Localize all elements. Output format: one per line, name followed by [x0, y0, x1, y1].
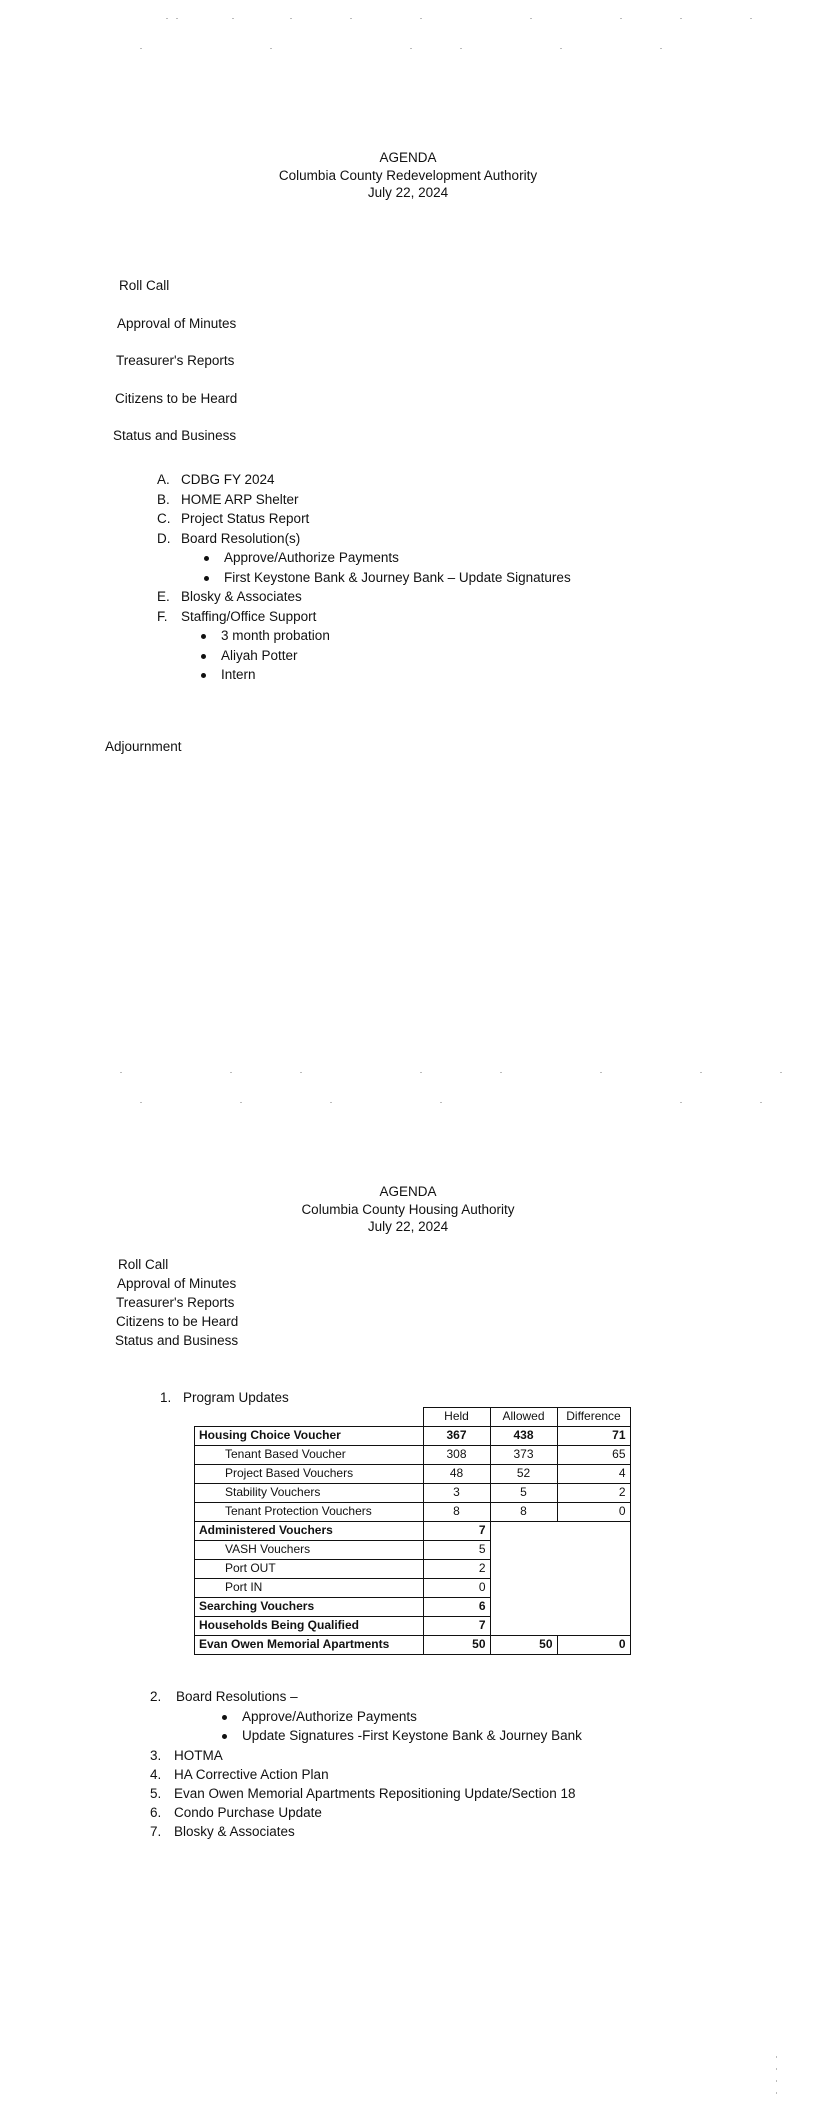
adjournment: Adjournment	[105, 739, 182, 754]
agenda-heading: AGENDA	[379, 1184, 437, 1199]
status-and-business: Status and Business	[115, 1333, 239, 1348]
agenda-heading: AGENDA	[379, 150, 437, 165]
treasurers-reports: Treasurer's Reports	[116, 1295, 235, 1310]
meeting-date: July 22, 2024	[367, 1219, 449, 1235]
meeting-date: July 22, 2024	[367, 185, 449, 201]
scan-noise	[0, 18, 816, 58]
scan-noise	[0, 2056, 816, 2096]
agenda-page-redevelopment: AGENDA Columbia County Redevelopment Authority July 22, 2024 Roll Call Approval of Minutes Treasurer's Reports Citizens to be Heard Status and Business A. CDBG FY 2024 B. HOME ARP Shelter C. Project Status Report D. Board Resolution(s) Approve/Authorize Payments First Keystone Bank & Journey Bank – Update Signatures E. Blosky & Associates F. Staffing/Office Support 3 month probation Aliyah Potter Intern Adjournment	[0, 0, 816, 1056]
organization-name: Columbia County Redevelopment Authority	[278, 167, 538, 183]
table-row: Evan Owen Memorial Apartments 50 50 0	[195, 1636, 631, 1655]
table-row: VASH Vouchers 5	[195, 1541, 631, 1560]
organization-name: Columbia County Housing Authority	[301, 1201, 515, 1217]
program-updates-label: Program Updates	[183, 1390, 289, 1405]
table-row: Searching Vouchers 6	[195, 1598, 631, 1617]
roll-call: Roll Call	[119, 278, 170, 293]
citizens-to-be-heard: Citizens to be Heard	[115, 391, 238, 406]
table-row: Tenant Based Voucher 308 373 65	[195, 1446, 631, 1465]
table-row: Port OUT 2	[195, 1560, 631, 1579]
approval-of-minutes: Approval of Minutes	[117, 316, 237, 331]
table-row: Project Based Vouchers 48 52 4	[195, 1465, 631, 1484]
program-updates-table	[194, 1407, 631, 1655]
program-updates-number: 1.	[160, 1390, 172, 1405]
approval-of-minutes: Approval of Minutes	[117, 1276, 237, 1291]
agenda-title-block	[0, 149, 816, 202]
roll-call: Roll Call	[118, 1257, 169, 1272]
agenda-page-housing: AGENDA Columbia County Housing Authority July 22, 2024 Roll Call Approval of Minutes Treasurer's Reports Citizens to be Heard Status and Business 1. Program Updates Held Allowed Difference Housing Choice Voucher 367 438 71 Tenant Based Voucher 308 373 65 Project Based Vouchers 48 52 4 Stability Vouchers 3 5 2 Tenant Protection Vouchers 8 8 0 Administered Vouchers 7 VASH Vouchers 5 Port OUT 2 Port IN 0 Searching Vouchers 6 Households Being Qualified 7 Evan Owen Memorial Apartments 50 50 0 2. Board Resolutions – Approve/Authorize Payments Update Signatures -First Keystone Bank & Journey Bank 3. HOTMA 4. HA Corrective Action Plan 5. Evan Owen Memorial Apartments Repositioning Update/Section 18 6. Condo Purchase Update 7. Blosky & Associates	[0, 1056, 816, 2112]
table-header-row: Held Allowed Difference	[195, 1408, 631, 1427]
table-row: Port IN 0	[195, 1579, 631, 1598]
table-row: Stability Vouchers 3 5 2	[195, 1484, 631, 1503]
table-row: Households Being Qualified 7	[195, 1617, 631, 1636]
scan-noise	[0, 1072, 816, 1112]
agenda-title-block	[0, 1183, 816, 1236]
table-row: Administered Vouchers 7	[195, 1522, 631, 1541]
table-row: Housing Choice Voucher 367 438 71	[195, 1427, 631, 1446]
table-row: Tenant Protection Vouchers 8 8 0	[195, 1503, 631, 1522]
treasurers-reports: Treasurer's Reports	[116, 353, 235, 368]
status-and-business: Status and Business	[113, 428, 237, 443]
citizens-to-be-heard: Citizens to be Heard	[116, 1314, 239, 1329]
